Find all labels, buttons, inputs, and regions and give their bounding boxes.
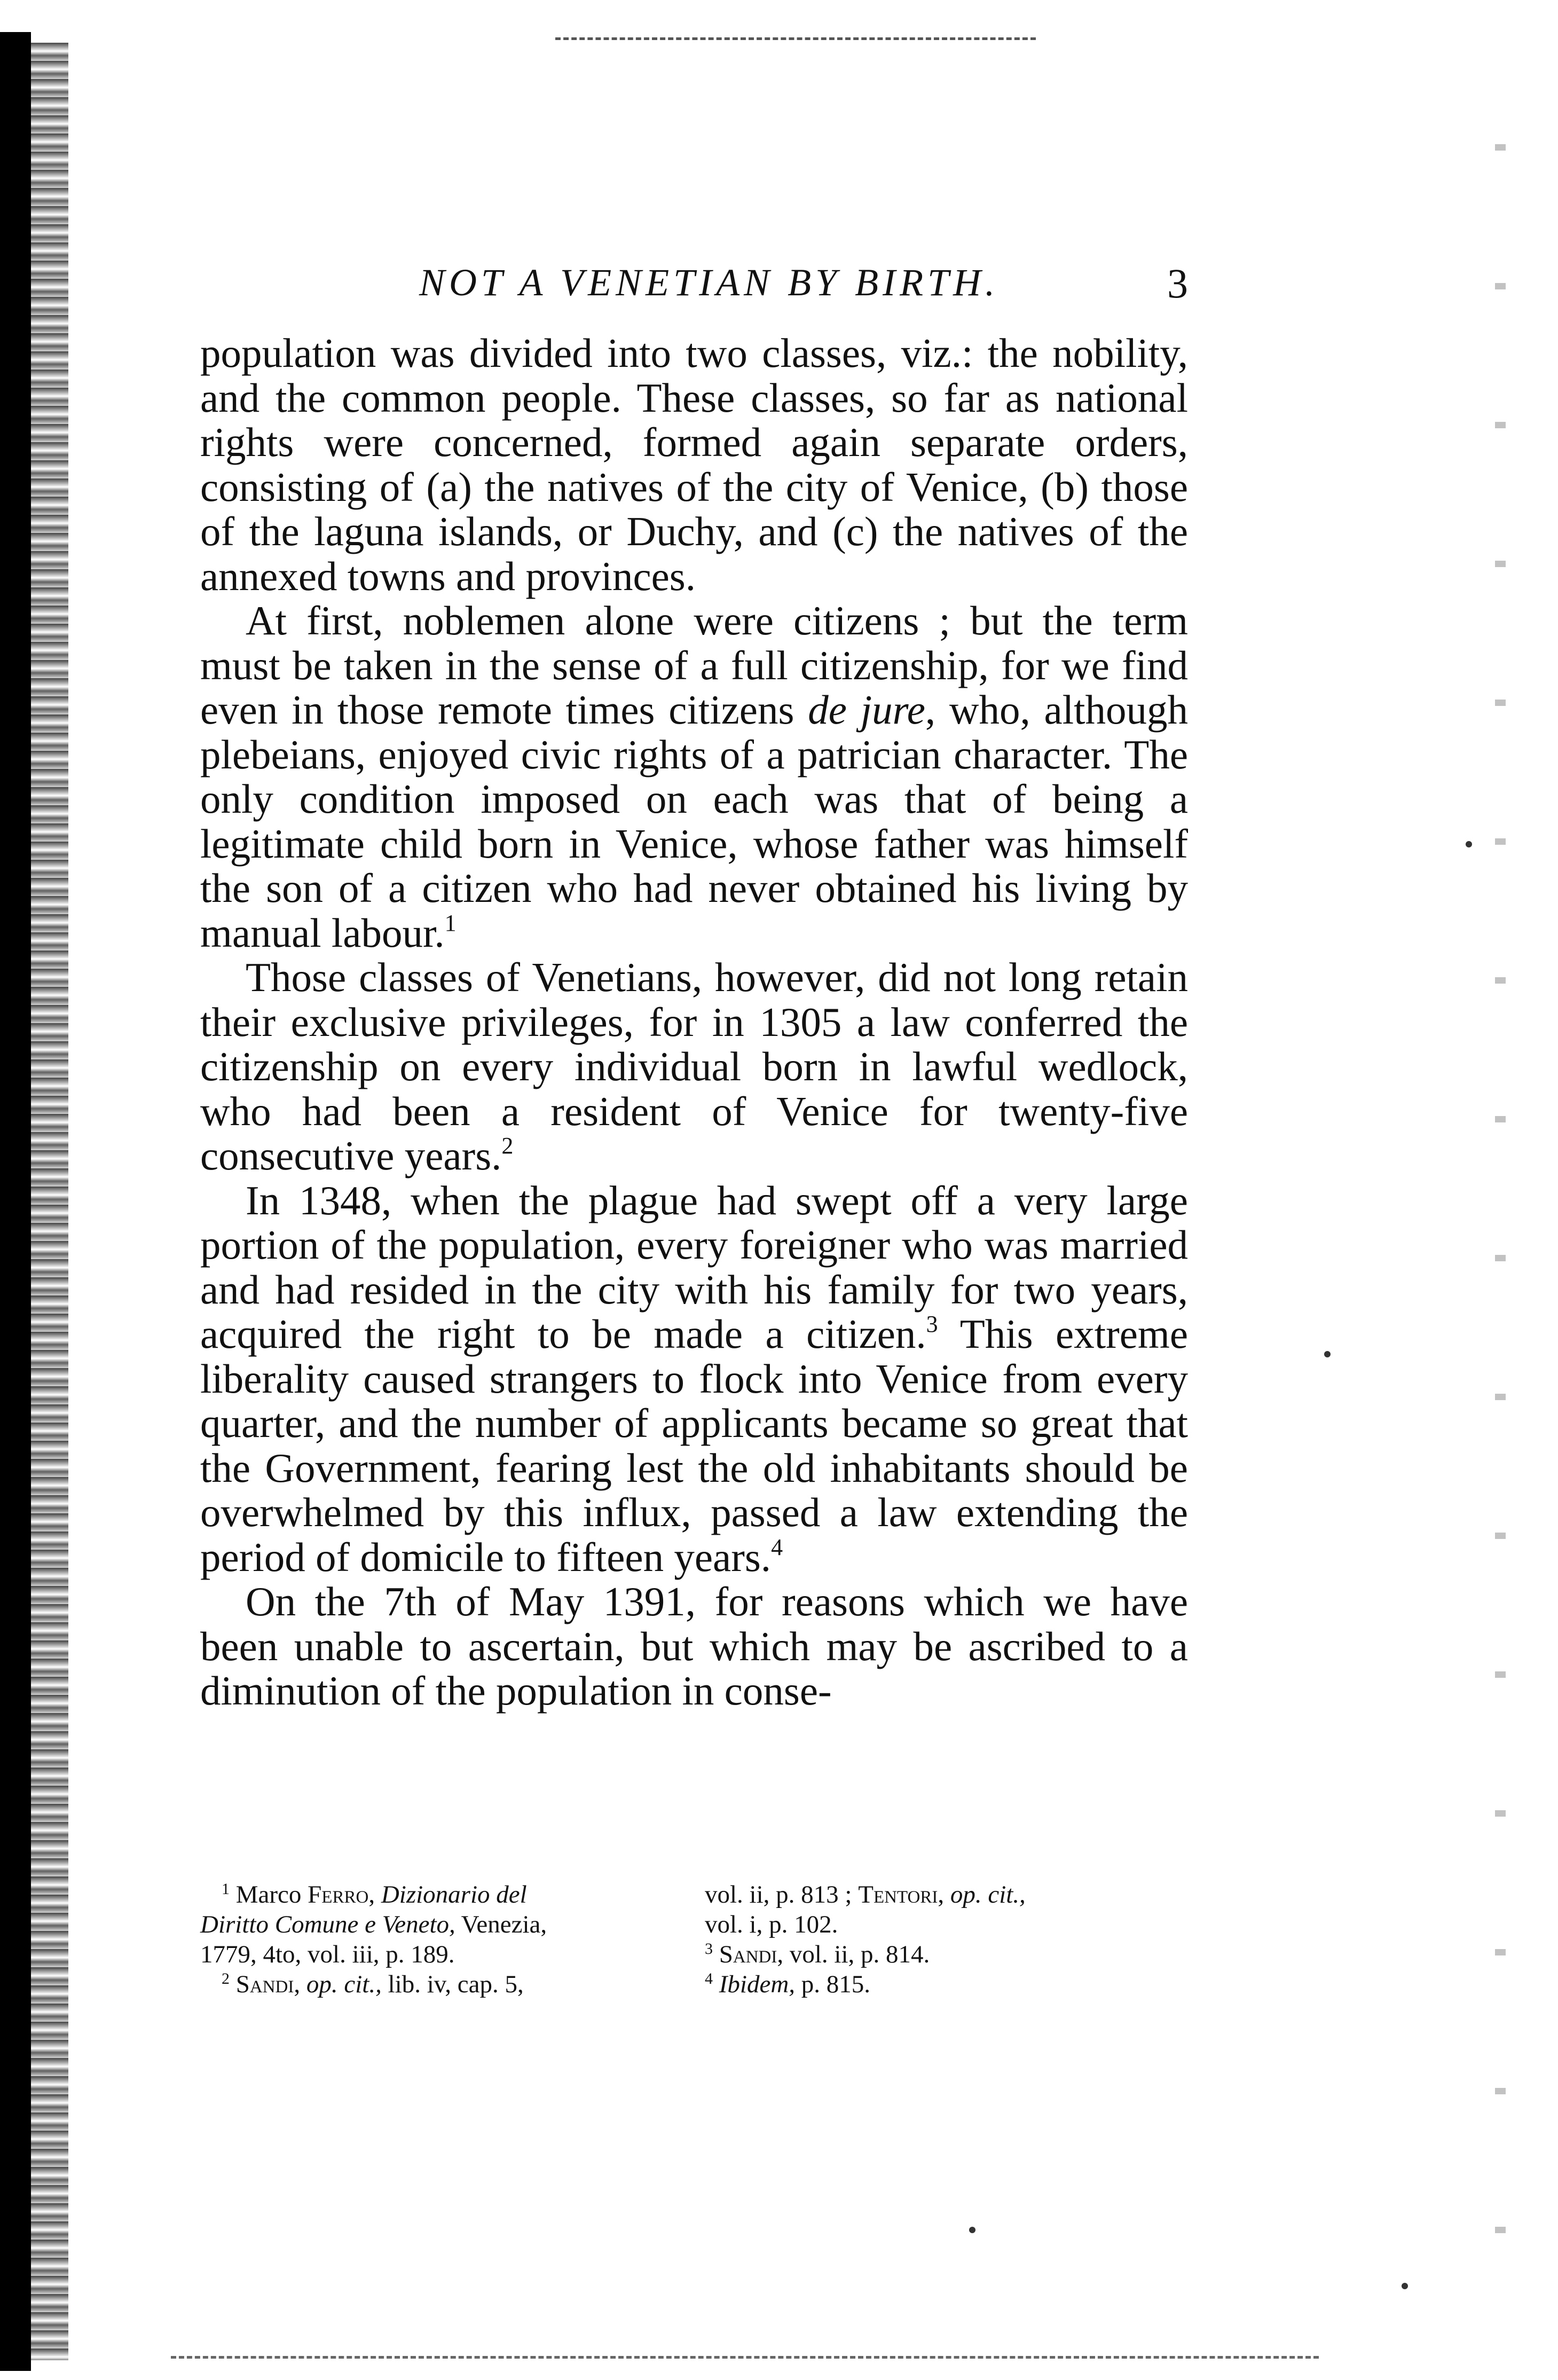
book-spine-shadow xyxy=(0,32,31,2371)
body-text xyxy=(200,331,1188,1714)
footnote-1-title-continued: Diritto Comune e Veneto, xyxy=(200,1911,455,1938)
running-head-title: NOT A VENETIAN BY BIRTH. xyxy=(419,261,1000,304)
paragraph-1-text: population was divided into two classes, viz.: the nobility, and the common people. These classes, so far as national rights were concerned, formed again separate orders, consisting of (a) the natives of the city of Venice, (b) those of the laguna islands, or Duchy, and (c) the natives of the annexed towns and provinces. xyxy=(200,330,1188,599)
margin-speck xyxy=(1466,841,1472,847)
paragraph-2-text-a: At first, noblemen alone were citizens ; but the term must be taken in the sense of a full citizenship, for we find even in those remote times citizens xyxy=(200,598,1188,733)
paragraph-4-text-b: This extreme liberality caused strangers to flock into Venice from every quarter, and the number of applicants became so great that the Government, fearing lest the old inhabitants should be overwhelmed by this influx, passed a law extending the period of domicile to fifteen years. xyxy=(200,1311,1188,1580)
running-head xyxy=(200,256,1188,315)
paragraph-4-text-a: In 1348, when the plague had swept off a very large portion of the population, every foreigner who was married and had resided in the city with his family for two years, acquired the right to be made a citizen. xyxy=(200,1177,1188,1357)
footnote-1-continued-line-2: vol. i, p. 102. xyxy=(705,1911,838,1938)
page-gutter-edge xyxy=(31,43,68,2360)
footnote-2-author: Sandi, xyxy=(235,1970,301,1998)
footnote-ref-2: 2 xyxy=(501,1133,514,1159)
margin-speck xyxy=(1324,1351,1331,1357)
paragraph-2 xyxy=(200,599,1188,955)
footnotes-left-column xyxy=(200,1880,697,1999)
margin-speck xyxy=(969,2227,975,2233)
paragraph-5-text: On the 7th of May 1391, for reasons which we have been unable to ascertain, but which may be ascribed to a diminution of the population in conse- xyxy=(200,1578,1188,1714)
page-number: 3 xyxy=(1167,260,1188,307)
footnote-4-mark: 4 xyxy=(705,1970,713,1988)
paragraph-5 xyxy=(200,1580,1188,1714)
footnote-1-line-2 xyxy=(200,1910,697,1939)
footnote-ref-1: 1 xyxy=(444,909,457,936)
paragraph-1 xyxy=(200,331,1188,599)
footnote-1-continued-line-1 xyxy=(705,1880,1188,1910)
footnote-1-title: Dizionario del xyxy=(381,1881,527,1908)
footnote-1-opcit: op. cit., xyxy=(950,1881,1026,1908)
footnote-1-author: Ferro, xyxy=(308,1881,375,1908)
footnote-ref-3: 3 xyxy=(926,1311,938,1337)
paragraph-2-text-b: , who, although plebeians, enjoyed civic rights of a patrician character. The only condition imposed on each was that of being a legitimate child born in Venice, whose father was himself the son of a citizen who had never obtained his living by manual labour. xyxy=(200,687,1188,956)
footnote-1-place: Venezia, xyxy=(461,1911,547,1938)
paragraph-2-italic: de jure xyxy=(808,687,925,733)
bottom-scan-artifact xyxy=(171,2356,1319,2359)
footnote-4-rest: p. 815. xyxy=(801,1970,871,1998)
footnote-1-line-1 xyxy=(200,1880,697,1910)
footnote-1-volume: vol. ii, p. 813 ; xyxy=(705,1881,852,1908)
footnote-2 xyxy=(200,1969,697,1999)
footnote-4-ibidem: Ibidem, xyxy=(719,1970,796,1998)
margin-speck xyxy=(1402,2283,1408,2289)
footnote-2-mark: 2 xyxy=(222,1970,230,1988)
footnote-2-rest: lib. iv, cap. 5, xyxy=(388,1970,524,1998)
footnote-3-mark: 3 xyxy=(705,1940,713,1958)
footnotes-right-column xyxy=(705,1880,1188,1999)
footnote-3 xyxy=(705,1939,1188,1969)
paragraph-3 xyxy=(200,955,1188,1179)
footnote-3-author: Sandi, xyxy=(719,1941,784,1968)
footnote-1-line-3: 1779, 4to, vol. iii, p. 189. xyxy=(200,1941,455,1968)
footnote-2-opcit: op. cit., xyxy=(306,1970,382,1998)
footnote-3-rest: vol. ii, p. 814. xyxy=(789,1941,930,1968)
footnote-1-prefix: Marco xyxy=(235,1881,302,1908)
footnote-ref-4: 4 xyxy=(771,1534,783,1560)
top-scan-artifact xyxy=(555,37,1036,40)
paragraph-4 xyxy=(200,1179,1188,1580)
footnote-1-mark: 1 xyxy=(222,1880,230,1898)
right-margin-speckles xyxy=(1495,80,1506,2323)
paragraph-3-text: Those classes of Venetians, however, did not long retain their exclusive privileges, for in 1305 a law conferred the citizenship on every individual born in lawful wedlock, who had been a resident of Venice for twenty-five consecutive years. xyxy=(200,954,1188,1179)
footnote-1-second-author: Tentori, xyxy=(858,1881,945,1908)
footnote-4 xyxy=(705,1969,1188,1999)
